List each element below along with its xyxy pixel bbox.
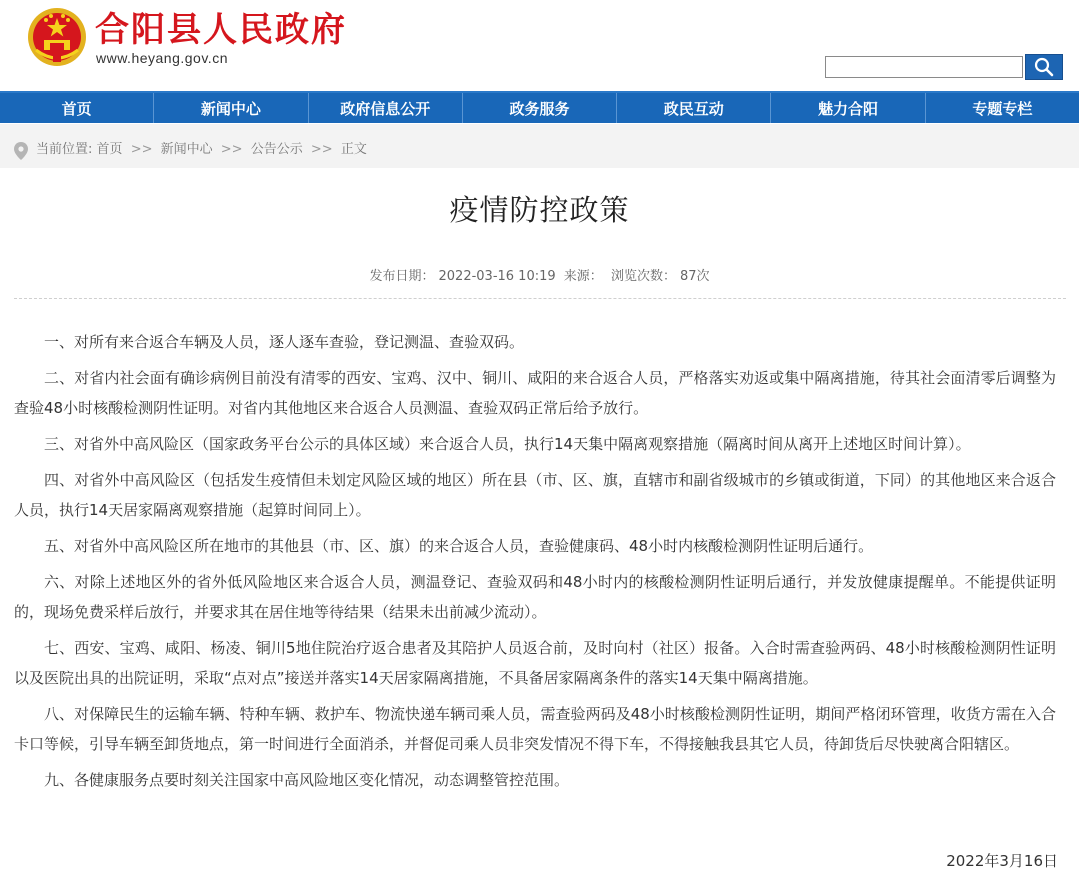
article-paragraph: 二、对省内社会面有确诊病例目前没有清零的西安、宝鸡、汉中、铜川、咸阳的来合返合人员，严格落实劝返或集中隔离措施，待其社会面清零后调整为查验48小时核酸检测阴性证明。对省内其他地区来合返合人员测温、查验双码正常后给予放行。 <box>14 369 1056 417</box>
breadcrumb-separator: >> <box>220 142 243 157</box>
breadcrumb-prefix: 当前位置: <box>36 142 93 157</box>
search-input[interactable] <box>825 56 1023 78</box>
views-label: 浏览次数： <box>610 269 676 284</box>
article-paragraph: 五、对省外中高风险区所在地市的其他县（市、区、旗）的来合返合人员，查验健康码、48小时内核酸检测阴性证明后通行。 <box>44 537 874 555</box>
article-title: 疫情防控政策 <box>449 193 630 227</box>
breadcrumb <box>36 140 367 160</box>
breadcrumb-separator: >> <box>310 142 333 157</box>
nav-item-charm-heyang[interactable]: 魅力合阳 <box>771 93 925 123</box>
breadcrumb-current: 正文 <box>340 142 367 157</box>
nav-item-gov-info[interactable]: 政府信息公开 <box>309 93 463 123</box>
source-label: 来源： <box>563 269 603 284</box>
article-paragraph: 七、西安、宝鸡、咸阳、杨凌、铜川5地住院治疗返合患者及其陪护人员返合前，及时向村（社区）报备。入合时需查验两码、48小时核酸检测阴性证明以及医院出具的出院证明，采取“点对点”接送并落实14天居家隔离措施，不具备居家隔离条件的落实14天集中隔离措施。 <box>14 639 1056 687</box>
article-paragraph: 一、对所有来合返合车辆及人员，逐人逐车查验，登记测温、查验双码。 <box>44 333 525 351</box>
search-icon <box>1034 57 1054 77</box>
site-name[interactable]: 合阳县人民政府 <box>95 10 347 50</box>
nav-item-news[interactable]: 新闻中心 <box>154 93 308 123</box>
article-meta <box>0 267 1079 287</box>
publish-date: 2022-03-16 10:19 <box>438 269 556 284</box>
article-paragraph: 九、各健康服务点要时刻关注国家中高风险地区变化情况，动态调整管控范围。 <box>44 771 570 789</box>
nav-item-interaction[interactable]: 政民互动 <box>617 93 771 123</box>
nav-item-home[interactable]: 首页 <box>0 93 154 123</box>
article-paragraph: 三、对省外中高风险区（国家政务平台公示的具体区域）来合返合人员，执行14天集中隔离观察措施（隔离时间从离开上述地区时间计算）。 <box>44 435 971 453</box>
publish-date-label: 发布日期： <box>369 269 435 284</box>
search-button[interactable] <box>1025 54 1063 80</box>
article-paragraph: 四、对省外中高风险区（包括发生疫情但未划定风险区域的地区）所在县（市、区、旗，直辖市和副省级城市的乡镇或街道，下同）的其他地区来合返合人员，执行14天居家隔离观察措施（起算时间同上）。 <box>14 471 1056 519</box>
national-emblem-icon[interactable] <box>26 6 88 68</box>
breadcrumb-announcements[interactable]: 公告公示 <box>250 142 303 157</box>
breadcrumb-separator: >> <box>130 142 153 157</box>
meta-divider <box>14 298 1066 299</box>
nav-item-services[interactable]: 政务服务 <box>463 93 617 123</box>
breadcrumb-news[interactable]: 新闻中心 <box>160 142 213 157</box>
article-sign-date: 2022年3月16日 <box>946 852 1058 870</box>
site-header <box>0 0 1079 90</box>
nav-item-special-topics[interactable]: 专题专栏 <box>972 99 1033 118</box>
article-paragraph: 八、对保障民生的运输车辆、特种车辆、救护车、物流快递车辆司乘人员，需查验两码及48小时核酸检测阴性证明，期间严格闭环管理，收货方需在入合卡口等候，引导车辆至卸货地点，第一时间进行全面消杀，并督促司乘人员非突发情况不得下车，不得接触我县其它人员，待卸货后尽快驶离合阳辖区。 <box>14 705 1056 753</box>
breadcrumb-home[interactable]: 首页 <box>96 142 123 157</box>
main-nav <box>0 91 1079 123</box>
location-pin-icon <box>14 142 28 160</box>
views-count: 87次 <box>679 269 710 284</box>
article-paragraph: 六、对除上述地区外的省外低风险地区来合返合人员，测温登记、查验双码和48小时内的核酸检测阴性证明后通行，并发放健康提醒单。不能提供证明的，现场免费采样后放行，并要求其在居住地等待结果（结果未出前减少流动）。 <box>14 573 1056 621</box>
article-body <box>14 327 1056 801</box>
site-url: www.heyang.gov.cn <box>96 50 228 66</box>
